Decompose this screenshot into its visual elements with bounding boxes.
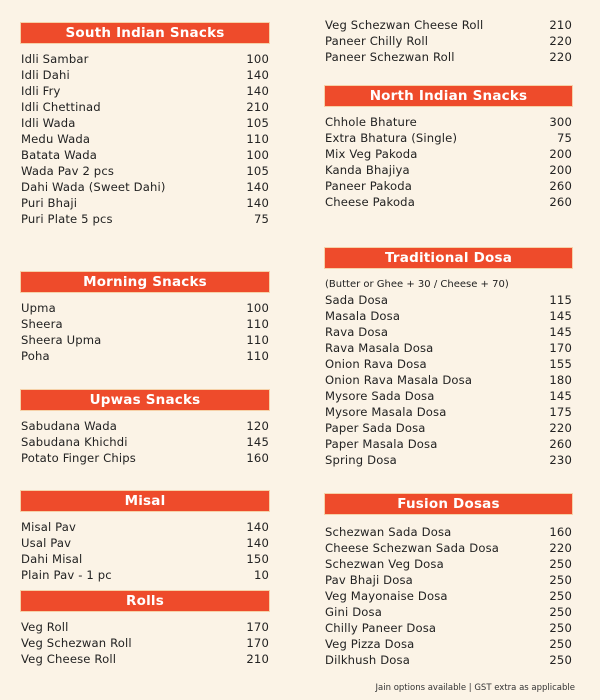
menu-item-price: 10 bbox=[253, 568, 269, 582]
menu-item-name: Wada Pav 2 pcs bbox=[21, 164, 115, 178]
menu-item-price: 250 bbox=[549, 573, 572, 587]
menu-item-price: 170 bbox=[246, 636, 269, 650]
menu-item bbox=[21, 519, 269, 535]
menu-item-name: Paneer Schezwan Roll bbox=[325, 50, 455, 64]
footer-note: Jain options available | GST extra as applicable bbox=[375, 683, 575, 693]
menu-item-price: 210 bbox=[549, 18, 572, 32]
menu-item bbox=[325, 292, 572, 308]
menu-item bbox=[325, 308, 572, 324]
menu-item bbox=[325, 162, 572, 178]
section-header-south-indian-snacks: South Indian Snacks bbox=[21, 23, 269, 43]
menu-item bbox=[325, 340, 572, 356]
north-indian-snacks-list bbox=[325, 114, 572, 210]
menu-item-price: 220 bbox=[549, 34, 572, 48]
menu-item-price: 260 bbox=[549, 195, 572, 209]
menu-item-name: Usal Pav bbox=[21, 536, 72, 550]
menu-item-price: 210 bbox=[246, 652, 269, 666]
menu-item-price: 170 bbox=[246, 620, 269, 634]
menu-item-price: 180 bbox=[549, 373, 572, 387]
menu-item-name: Idli Chettinad bbox=[21, 100, 101, 114]
section-header-traditional-dosa: Traditional Dosa bbox=[325, 248, 572, 268]
menu-item-price: 140 bbox=[246, 196, 269, 210]
menu-item-name: Paper Sada Dosa bbox=[325, 421, 426, 435]
menu-item bbox=[21, 535, 269, 551]
menu-item-price: 140 bbox=[246, 68, 269, 82]
menu-item bbox=[325, 652, 572, 668]
menu-item-name: Schezwan Sada Dosa bbox=[325, 525, 452, 539]
menu-item-name: Extra Bhatura (Single) bbox=[325, 131, 458, 145]
menu-item bbox=[21, 567, 269, 583]
menu-item-price: 110 bbox=[246, 349, 269, 363]
section-header-upwas-snacks: Upwas Snacks bbox=[21, 390, 269, 410]
menu-item-price: 260 bbox=[549, 437, 572, 451]
menu-item bbox=[325, 452, 572, 468]
menu-item-name: Chilly Paneer Dosa bbox=[325, 621, 437, 635]
menu-item-name: Idli Wada bbox=[21, 116, 76, 130]
menu-item bbox=[21, 83, 269, 99]
menu-item bbox=[325, 420, 572, 436]
menu-item bbox=[21, 67, 269, 83]
menu-item-name: Cheese Pakoda bbox=[325, 195, 415, 209]
menu-item-price: 145 bbox=[549, 325, 572, 339]
menu-item bbox=[21, 651, 269, 667]
menu-item-price: 110 bbox=[246, 132, 269, 146]
menu-item-name: Mysore Sada Dosa bbox=[325, 389, 435, 403]
menu-item-price: 145 bbox=[246, 435, 269, 449]
menu-item bbox=[325, 194, 572, 210]
menu-item-price: 140 bbox=[246, 180, 269, 194]
rolls-continued-list bbox=[325, 17, 572, 65]
menu-item bbox=[21, 179, 269, 195]
menu-item bbox=[325, 404, 572, 420]
menu-item-name: Onion Rava Dosa bbox=[325, 357, 427, 371]
rolls-list bbox=[21, 619, 269, 667]
menu-item-price: 220 bbox=[549, 541, 572, 555]
menu-item-price: 75 bbox=[253, 212, 269, 226]
menu-item bbox=[21, 195, 269, 211]
menu-item-price: 250 bbox=[549, 637, 572, 651]
menu-item-name: Veg Pizza Dosa bbox=[325, 637, 415, 651]
section-header-morning-snacks: Morning Snacks bbox=[21, 272, 269, 292]
menu-item-name: Upma bbox=[21, 301, 56, 315]
menu-item bbox=[325, 636, 572, 652]
menu-item bbox=[325, 130, 572, 146]
menu-item-price: 260 bbox=[549, 179, 572, 193]
menu-item-name: Paper Masala Dosa bbox=[325, 437, 438, 451]
fusion-dosas-list bbox=[325, 524, 572, 668]
menu-item-name: Veg Mayonaise Dosa bbox=[325, 589, 448, 603]
menu-item bbox=[21, 163, 269, 179]
menu-item-name: Dahi Misal bbox=[21, 552, 83, 566]
menu-item bbox=[325, 372, 572, 388]
menu-item-price: 110 bbox=[246, 333, 269, 347]
menu-item-name: Idli Fry bbox=[21, 84, 61, 98]
menu-item-name: Gini Dosa bbox=[325, 605, 382, 619]
menu-item-price: 170 bbox=[549, 341, 572, 355]
traditional-dosa-list bbox=[325, 292, 572, 468]
menu-item-price: 200 bbox=[549, 147, 572, 161]
menu-item bbox=[325, 540, 572, 556]
menu-item-price: 250 bbox=[549, 557, 572, 571]
menu-item bbox=[21, 434, 269, 450]
menu-item-price: 100 bbox=[246, 301, 269, 315]
menu-item-name: Schezwan Veg Dosa bbox=[325, 557, 444, 571]
menu-item-name: Spring Dosa bbox=[325, 453, 397, 467]
menu-item bbox=[325, 556, 572, 572]
menu-item-price: 100 bbox=[246, 52, 269, 66]
menu-item bbox=[325, 524, 572, 540]
menu-item bbox=[325, 620, 572, 636]
menu-item-price: 160 bbox=[246, 451, 269, 465]
section-header-fusion-dosas: Fusion Dosas bbox=[325, 494, 572, 514]
dosa-addon-note: (Butter or Ghee + 30 / Cheese + 70) bbox=[325, 279, 509, 290]
menu-item-price: 250 bbox=[549, 589, 572, 603]
menu-item-price: 145 bbox=[549, 389, 572, 403]
menu-item bbox=[21, 115, 269, 131]
menu-item-name: Cheese Schezwan Sada Dosa bbox=[325, 541, 500, 555]
menu-item-price: 250 bbox=[549, 653, 572, 667]
menu-item-price: 140 bbox=[246, 84, 269, 98]
menu-item bbox=[21, 211, 269, 227]
south-indian-snacks-list bbox=[21, 51, 269, 227]
menu-item-name: Potato Finger Chips bbox=[21, 451, 136, 465]
menu-item-name: Veg Cheese Roll bbox=[21, 652, 117, 666]
morning-snacks-list bbox=[21, 300, 269, 364]
menu-item-name: Sada Dosa bbox=[325, 293, 389, 307]
menu-item bbox=[21, 450, 269, 466]
menu-item bbox=[21, 147, 269, 163]
menu-item-name: Rava Dosa bbox=[325, 325, 389, 339]
section-header-north-indian-snacks: North Indian Snacks bbox=[325, 86, 572, 106]
menu-item-name: Paneer Chilly Roll bbox=[325, 34, 429, 48]
menu-item bbox=[325, 17, 572, 33]
menu-item-price: 160 bbox=[549, 525, 572, 539]
upwas-snacks-list bbox=[21, 418, 269, 466]
menu-item bbox=[325, 572, 572, 588]
menu-item-name: Paneer Pakoda bbox=[325, 179, 413, 193]
menu-item-name: Idli Sambar bbox=[21, 52, 89, 66]
menu-item bbox=[325, 388, 572, 404]
menu-item bbox=[21, 418, 269, 434]
menu-item-name: Medu Wada bbox=[21, 132, 91, 146]
menu-item bbox=[325, 604, 572, 620]
menu-item-name: Dilkhush Dosa bbox=[325, 653, 410, 667]
menu-item bbox=[325, 114, 572, 130]
menu-item-price: 220 bbox=[549, 421, 572, 435]
menu-item-price: 115 bbox=[549, 293, 572, 307]
menu-item-name: Veg Schezwan Cheese Roll bbox=[325, 18, 484, 32]
menu-item-name: Sabudana Khichdi bbox=[21, 435, 128, 449]
section-header-rolls: Rolls bbox=[21, 591, 269, 611]
menu-item bbox=[21, 619, 269, 635]
menu-item-name: Misal Pav bbox=[21, 520, 77, 534]
menu-item bbox=[21, 348, 269, 364]
menu-item bbox=[325, 178, 572, 194]
menu-item-price: 300 bbox=[549, 115, 572, 129]
menu-item bbox=[21, 131, 269, 147]
menu-item-name: Plain Pav - 1 pc bbox=[21, 568, 112, 582]
menu-item bbox=[21, 99, 269, 115]
section-header-misal: Misal bbox=[21, 491, 269, 511]
menu-item-price: 140 bbox=[246, 520, 269, 534]
menu-item-name: Mysore Masala Dosa bbox=[325, 405, 447, 419]
menu-item-name: Batata Wada bbox=[21, 148, 97, 162]
menu-item-name: Poha bbox=[21, 349, 50, 363]
menu-item bbox=[21, 51, 269, 67]
menu-item-name: Mix Veg Pakoda bbox=[325, 147, 418, 161]
menu-item bbox=[21, 635, 269, 651]
menu-item bbox=[325, 356, 572, 372]
menu-item-price: 220 bbox=[549, 50, 572, 64]
menu-item-price: 120 bbox=[246, 419, 269, 433]
menu-item-price: 200 bbox=[549, 163, 572, 177]
menu-item-price: 150 bbox=[246, 552, 269, 566]
menu-item-name: Pav Bhaji Dosa bbox=[325, 573, 413, 587]
menu-item-price: 155 bbox=[549, 357, 572, 371]
menu-item-price: 230 bbox=[549, 453, 572, 467]
menu-item bbox=[21, 551, 269, 567]
menu-item-name: Sheera Upma bbox=[21, 333, 102, 347]
menu-item bbox=[21, 316, 269, 332]
menu-item-price: 175 bbox=[549, 405, 572, 419]
menu-item-price: 110 bbox=[246, 317, 269, 331]
menu-item-name: Sheera bbox=[21, 317, 63, 331]
menu-item bbox=[21, 300, 269, 316]
menu-item-name: Puri Bhaji bbox=[21, 196, 78, 210]
menu-item-price: 75 bbox=[556, 131, 572, 145]
menu-item bbox=[325, 324, 572, 340]
menu-item-price: 105 bbox=[246, 164, 269, 178]
menu-item-price: 105 bbox=[246, 116, 269, 130]
menu-item bbox=[325, 146, 572, 162]
menu-item-name: Puri Plate 5 pcs bbox=[21, 212, 113, 226]
menu-item bbox=[325, 436, 572, 452]
menu-item-name: Dahi Wada (Sweet Dahi) bbox=[21, 180, 166, 194]
menu-item bbox=[325, 49, 572, 65]
menu-item-name: Veg Schezwan Roll bbox=[21, 636, 132, 650]
menu-item bbox=[325, 588, 572, 604]
menu-item bbox=[21, 332, 269, 348]
menu-item-price: 140 bbox=[246, 536, 269, 550]
menu-item-name: Chhole Bhature bbox=[325, 115, 417, 129]
menu-item-price: 210 bbox=[246, 100, 269, 114]
menu-item-name: Sabudana Wada bbox=[21, 419, 118, 433]
menu-item-name: Masala Dosa bbox=[325, 309, 401, 323]
menu-item-name: Veg Roll bbox=[21, 620, 69, 634]
menu-item-price: 145 bbox=[549, 309, 572, 323]
menu-item bbox=[325, 33, 572, 49]
menu-item-name: Rava Masala Dosa bbox=[325, 341, 434, 355]
misal-list bbox=[21, 519, 269, 583]
menu-item-name: Onion Rava Masala Dosa bbox=[325, 373, 473, 387]
menu-item-name: Idli Dahi bbox=[21, 68, 70, 82]
menu-item-price: 100 bbox=[246, 148, 269, 162]
menu-item-price: 250 bbox=[549, 605, 572, 619]
menu-item-name: Kanda Bhajiya bbox=[325, 163, 410, 177]
menu-item-price: 250 bbox=[549, 621, 572, 635]
